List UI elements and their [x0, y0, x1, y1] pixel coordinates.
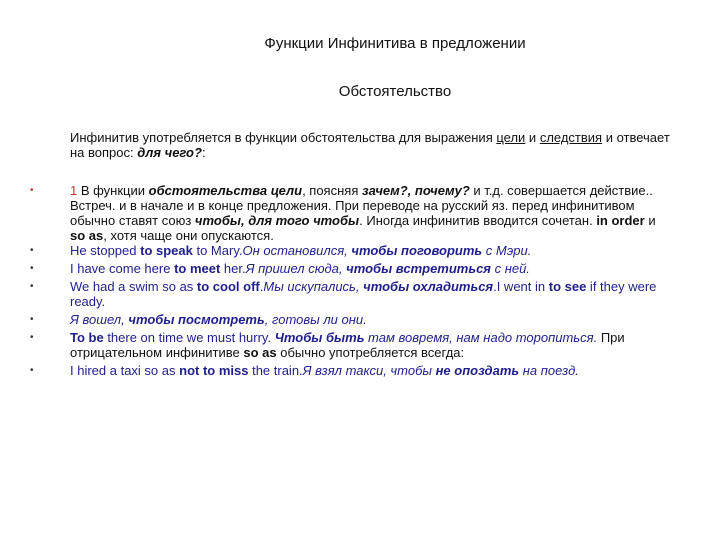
item-italic: Он остановился, — [242, 243, 352, 258]
item-bold: to cool off — [196, 279, 260, 294]
item-text: . — [259, 279, 264, 294]
intro-purpose: цели — [496, 130, 526, 145]
item-bold: in order — [596, 213, 645, 228]
list-item — [0, 279, 670, 312]
item-bold: чтобы, для того чтобы — [194, 213, 360, 228]
item-bold-italic: чтобы посмотреть — [128, 312, 265, 327]
rules-list — [0, 183, 720, 381]
item-bold: to meet — [174, 261, 221, 276]
intro-text2: и отвечает на вопрос: — [70, 130, 670, 160]
item-italic: Мы искупались, — [263, 279, 364, 294]
intro-result: следствия — [539, 130, 603, 145]
item-text: и т.д. совершается действие.. Встреч. и в начале и в конце предложения. При переводе на русский яз. перед инфинитивом обычно ставят союз — [70, 183, 653, 228]
item-bold: to see — [548, 279, 587, 294]
item-bold: so as — [243, 345, 277, 360]
bullet-icon: • — [30, 185, 34, 196]
intro-question: для чего? — [137, 145, 202, 160]
slide-title: Функции Инфинитива в предложении — [264, 35, 526, 52]
bullet-icon: • — [30, 314, 34, 325]
item-text: He stopped — [70, 243, 141, 258]
item-text: . Иногда инфинитив вводится сочетан. — [359, 213, 597, 228]
item-italic: , готовы ли они. — [264, 312, 367, 327]
intro-tail: : — [201, 145, 206, 160]
item-bold: обстоятельства цели — [148, 183, 303, 198]
list-item — [0, 243, 670, 261]
item-bold: so as — [70, 228, 104, 243]
bullet-icon: • — [30, 263, 34, 274]
item-text: to Mary. — [192, 243, 243, 258]
item-number: 1 — [70, 183, 78, 198]
item-bold: зачем?, почему? — [361, 183, 470, 198]
item-italic: с ней. — [490, 261, 530, 276]
item-bold-italic: чтобы встретиться — [346, 261, 491, 276]
item-text: .I went in — [493, 279, 549, 294]
item-italic: с Мэри. — [482, 243, 532, 258]
slide-subtitle: Обстоятельство — [338, 83, 452, 100]
item-text: We had a swim so as — [70, 279, 197, 294]
item-text: there on time we must hurry. — [103, 330, 275, 345]
item-bold-italic: Чтобы быть — [274, 330, 365, 345]
item-text: обычно употребляется всегда: — [276, 345, 465, 360]
item-text: I hired a taxi so as — [70, 363, 180, 378]
bullet-icon: • — [30, 365, 34, 376]
item-italic: Я пришел сюда, — [245, 261, 347, 276]
item-text: , поясняя — [302, 183, 362, 198]
item-text: if they were ready. — [70, 279, 657, 309]
list-item — [0, 183, 670, 243]
bullet-icon: • — [30, 332, 34, 343]
item-bold-italic: чтобы поговорить — [351, 243, 483, 258]
intro-paragraph — [70, 130, 685, 160]
list-item — [0, 261, 670, 279]
item-bold: To be — [70, 330, 104, 345]
item-italic: там вовремя, нам надо торопиться. — [364, 330, 598, 345]
item-italic: на поезд. — [519, 363, 579, 378]
item-text: , хотя чаще они опускаются. — [103, 228, 274, 243]
item-italic: Я вошел, — [70, 312, 129, 327]
list-item — [0, 312, 670, 330]
intro-text: Инфинитив употребляется в функции обстоятельства для выражения — [70, 130, 497, 145]
item-text: the train. — [248, 363, 303, 378]
item-bold-italic: не опоздать — [435, 363, 520, 378]
item-text: her. — [220, 261, 246, 276]
item-text: I have come here — [70, 261, 175, 276]
item-bold-italic: чтобы охладиться — [363, 279, 494, 294]
item-bold: not to miss — [179, 363, 249, 378]
list-item — [0, 330, 670, 363]
intro-and: и — [525, 130, 540, 145]
bullet-icon: • — [30, 245, 34, 256]
item-text: и — [644, 213, 656, 228]
item-text: В функции — [77, 183, 149, 198]
bullet-icon: • — [30, 281, 34, 292]
list-item — [0, 363, 670, 381]
item-bold: to speak — [140, 243, 193, 258]
item-text: При отрицательном инфинитиве — [70, 330, 625, 360]
item-italic: Я взял такси, чтобы — [302, 363, 436, 378]
